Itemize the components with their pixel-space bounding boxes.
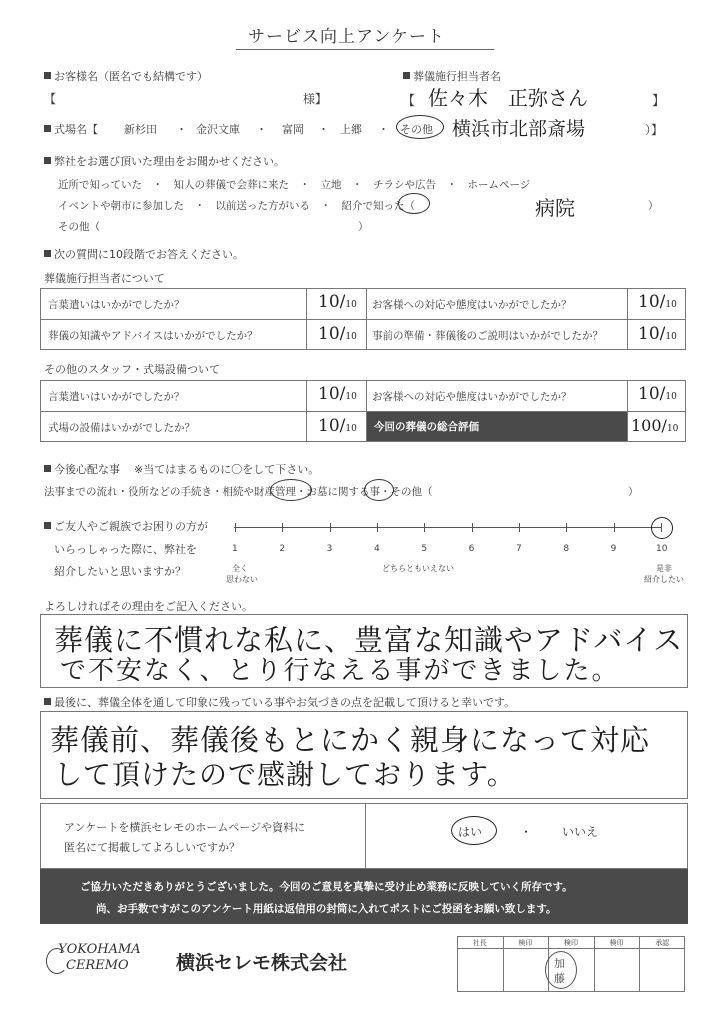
- reason-free-line-1: 葬儀に不慣れな私に、豊富な知識やアドバイス: [54, 623, 684, 657]
- publish-question-2: 匿名にて掲載してよろしいですか？: [64, 841, 240, 854]
- title-underline: [236, 49, 494, 50]
- impression-line-1: 葬儀前、葬儀後もとにかく親身になって対応: [50, 723, 651, 757]
- staff-rating-divider: [306, 288, 307, 350]
- staff-rating-divider: [627, 288, 628, 350]
- reason-line-2: イベントや朝市に参加した ・ 以前送った方がいる ・ 紹介で知った（: [58, 200, 415, 212]
- staff-score-2-right: 10/10: [638, 324, 677, 344]
- reason-line-3: その他（: [58, 221, 100, 233]
- recommend-question-2: いらっしゃった際に、弊社を: [54, 543, 197, 556]
- recommend-mid-label: どちらともいえない: [382, 564, 454, 573]
- scale-number: 4: [374, 544, 380, 554]
- stamp-column-divider: [503, 936, 504, 992]
- scale-tick: [424, 523, 425, 532]
- footer-line-1: ご協力いただきありがとうございました。今回のご意見を真摯に受け止め業務に反映していく所存です。: [80, 881, 573, 893]
- scale-number: 1: [232, 544, 238, 554]
- publish-yes-circle: [451, 816, 497, 845]
- scale-number: 8: [563, 544, 570, 554]
- venue-other-value: 横浜市北部斎場: [452, 118, 586, 140]
- logo-bottom: CEREMO: [66, 958, 129, 973]
- stamp-header: 社長: [472, 939, 487, 947]
- scale-number: 2: [279, 544, 286, 554]
- publish-no-option: いいえ: [562, 825, 599, 839]
- stamp-column-divider: [594, 936, 595, 992]
- staff-section-title: 葬儀施行担当者について: [44, 272, 165, 285]
- other-score-1-right: 10/10: [638, 384, 677, 404]
- staff-score-2-left: 10/10: [318, 324, 357, 344]
- recommend-question-1: ご友人やご親族でお困りの方が: [44, 518, 208, 534]
- stamp-column-divider: [639, 936, 640, 992]
- scale-number: 7: [516, 544, 522, 554]
- staff-rating-row-divider: [40, 319, 686, 320]
- scale-tick: [377, 523, 378, 532]
- recommend-high-label-2: 紹介したい: [644, 575, 684, 584]
- publish-yes-option: はい: [458, 825, 483, 839]
- seal-bottom: 藤: [554, 972, 565, 985]
- other-score-1-left: 10/10: [318, 384, 357, 404]
- staff-q-2-right: 事前の準備・葬儀後のご説明はいかがでしたか？: [372, 330, 603, 342]
- scale-number: 10: [656, 544, 668, 554]
- scale-number: 9: [610, 544, 617, 554]
- company-logo: [44, 940, 172, 980]
- customer-label: お客様名（匿名でも結構です）: [44, 68, 208, 84]
- recommend-high-label-1: 是非: [656, 564, 672, 573]
- publish-divider: [365, 803, 366, 869]
- scale-number: 5: [421, 544, 428, 554]
- reason-free-label: よろしければその理由をご記入ください。: [44, 600, 253, 613]
- publish-separator: ・: [520, 825, 533, 839]
- overall-rating-score: 100/10: [631, 416, 679, 435]
- staff-rating-divider: [366, 288, 367, 350]
- concern-circle-inheritance: [270, 479, 312, 501]
- recommend-selected-circle: [651, 517, 673, 539]
- staff-open-bracket: 【: [402, 94, 416, 109]
- other-rating-divider: [627, 380, 628, 442]
- scale-number: 3: [326, 544, 333, 554]
- reason-label: 弊社をお選び頂いた理由をお聞かせください。: [44, 153, 285, 169]
- concerns-label: 今後心配な事 ※当てはまるものに〇をして下さい。: [44, 461, 319, 477]
- scale-tick: [519, 523, 520, 532]
- stamp-header: 検印: [518, 939, 533, 947]
- venue-option-4: 上郷: [340, 123, 362, 136]
- customer-suffix: 様】: [303, 92, 328, 106]
- staff-score-1-right: 10/10: [638, 292, 677, 312]
- venue-other-label: その他: [400, 123, 433, 136]
- impression-line-2: して頂けたので感謝しております。: [54, 758, 516, 791]
- scale-tick: [566, 523, 567, 532]
- staff-label: 葬儀施行担当者名: [403, 68, 501, 84]
- venue-sep: ・: [378, 123, 389, 136]
- scale-tick: [235, 523, 236, 532]
- staff-close-bracket: 】: [652, 94, 666, 109]
- stamp-header: 検印: [609, 939, 624, 947]
- reason-referral-value: 病院: [535, 196, 575, 220]
- other-score-2-left: 10/10: [318, 416, 357, 436]
- venue-close: ）】: [645, 123, 664, 137]
- staff-q-1-right: お客様への対応や態度はいかがでしたか？: [372, 299, 572, 311]
- staff-name-value: 佐々木 正弥さん: [428, 86, 588, 110]
- concern-circle-grave: [364, 479, 394, 501]
- other-rating-divider: [306, 380, 307, 442]
- overall-rating-label: 今回の葬儀の総合評価: [374, 421, 479, 433]
- concerns-close: ）: [628, 486, 639, 498]
- company-name: 横浜セレモ株式会社: [176, 952, 348, 974]
- stamp-header-divider: [457, 948, 685, 949]
- referral-circle: [398, 193, 430, 214]
- concerns-line: 法事までの流れ・役所などの手続き・相続や財産管理・お墓に関する事・その他（: [44, 486, 433, 498]
- rating-intro: 次の質問に10段階でお答えください。: [44, 246, 244, 262]
- venue-sep: ・: [176, 123, 187, 136]
- footer-line-2: 尚、お手数ですがこのアンケート用紙は返信用の封筒に入れてポストにご投函をお願い致します。: [96, 903, 557, 915]
- scale-tick: [330, 523, 331, 532]
- scale-tick: [472, 523, 473, 532]
- recommend-low-label-1: 全く: [232, 564, 248, 573]
- staff-score-1-left: 10/10: [318, 292, 357, 312]
- staff-q-1-left: 言葉遣いはいかがでしたか？: [48, 299, 185, 311]
- venue-sep: ・: [256, 123, 267, 136]
- reason-line-3-close: ）: [358, 221, 369, 233]
- logo-swash: [46, 948, 68, 974]
- venue-other-circle: [396, 115, 444, 139]
- stamp-header: 承認: [655, 939, 670, 947]
- other-q-2-left: 式場の設備はいかがでしたか？: [48, 422, 195, 434]
- publish-question-1: アンケートを横浜セレモのホームページや資料に: [64, 821, 306, 834]
- other-q-1-left: 言葉遣いはいかがでしたか？: [48, 391, 185, 403]
- reason-line-1: 近所で知っていた ・ 知人の葬儀で会葬に来た ・ 立地 ・ チラシや広告 ・ ホームページ: [58, 179, 531, 191]
- other-q-1-right: お客様への対応や態度はいかがでしたか？: [372, 391, 572, 403]
- impression-label: 最後に、葬儀全体を通して印象に残っている事やお気づきの点を記載して頂けると幸いです。: [44, 694, 515, 710]
- recommend-scale-line: [234, 527, 662, 528]
- logo-top: YOKOHAMA: [58, 942, 141, 957]
- venue-option-1: 新杉田: [124, 123, 157, 136]
- venue-label: 式場名【: [44, 121, 98, 137]
- stamp-header: 検印: [564, 939, 578, 947]
- scale-tick: [614, 523, 615, 532]
- recommend-question-3: 紹介したいと思いますか？: [54, 565, 186, 578]
- scale-number: 6: [468, 544, 475, 554]
- reason-free-line-2: で不安なく、とり行なえる事ができました。: [60, 656, 620, 686]
- recommend-low-label-2: 思わない: [226, 575, 258, 584]
- venue-sep: ・: [318, 123, 329, 136]
- customer-open-bracket: 【: [44, 92, 57, 106]
- page-title: サービス向上アンケート: [248, 27, 445, 47]
- staff-q-2-left: 葬儀の知識やアドバイスはいかがでしたか？: [48, 330, 258, 342]
- seal-top: 加: [554, 957, 565, 970]
- approval-seal: [545, 951, 577, 989]
- venue-option-2: 金沢文庫: [196, 123, 240, 136]
- reason-line-2-close: ）: [648, 200, 659, 212]
- other-section-title: その他のスタッフ・式場設備ついて: [44, 363, 220, 376]
- scale-tick: [282, 523, 283, 532]
- venue-option-3: 富岡: [282, 123, 304, 136]
